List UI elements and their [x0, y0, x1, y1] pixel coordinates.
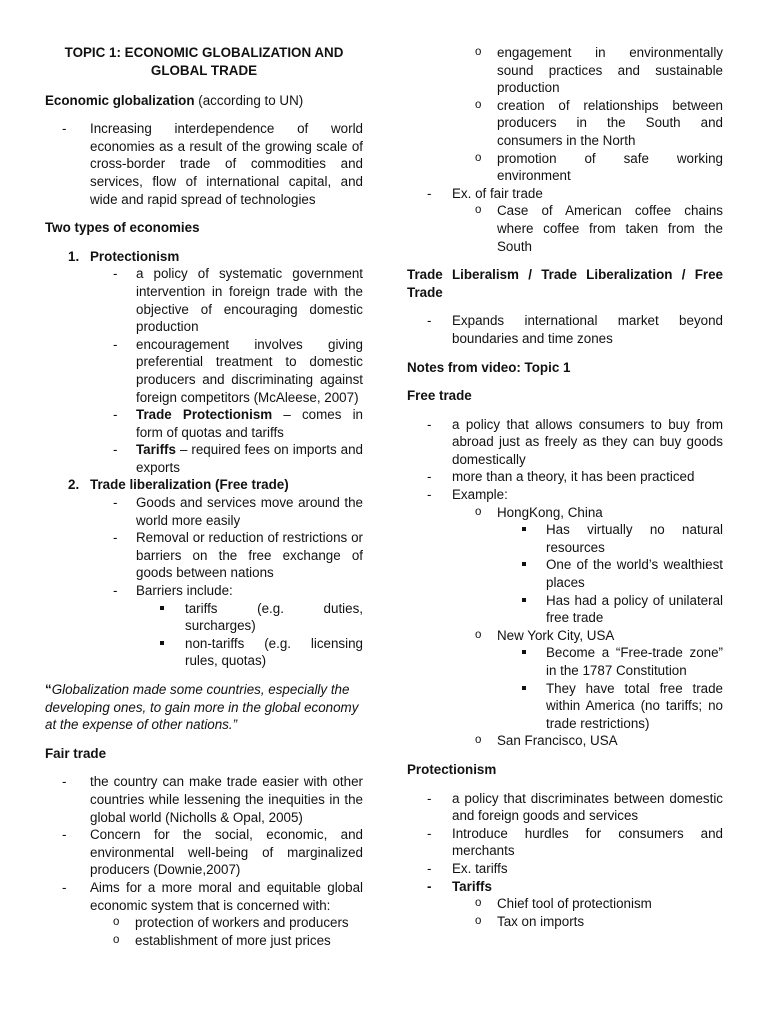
- economy-types-list: [45, 248, 363, 266]
- fair-trade-heading: Fair trade: [45, 745, 107, 761]
- trade-liberalism-heading: Trade Liberalism / Trade Liberalization / Free Trade: [407, 267, 723, 300]
- list-item: o creation of relationships between producers in the South and consumers in the North: [407, 97, 723, 150]
- example-hk: [407, 504, 723, 522]
- list-item: o Chief tool of protectionism: [407, 895, 723, 913]
- econ-glob-list: [45, 120, 363, 208]
- list-item: They have total free trade within America (no tariffs; no trade restrictions): [407, 680, 723, 733]
- list-item: - encouragement involves giving preferential treatment to domestic producers and discriminating against foreign competitors (McAleese, 2007): [45, 336, 363, 406]
- right-column: [407, 44, 723, 930]
- list-item: - Ex. tariffs: [407, 860, 723, 878]
- list-item: - Removal or reduction of restrictions or barriers on the free exchange of goods between nations: [45, 529, 363, 582]
- example-ny: [407, 627, 723, 645]
- list-item: - Aims for a more moral and equitable global economic system that is concerned with:: [45, 879, 363, 914]
- barriers-list: [45, 600, 363, 670]
- list-item: - Goods and services move around the world more easily: [45, 494, 363, 529]
- econ-glob-heading: Economic globalization (according to UN): [45, 92, 304, 108]
- two-types-heading: Two types of economies: [45, 220, 200, 236]
- fair-trade-list: [45, 773, 363, 914]
- list-item: - a policy of systematic government intervention in foreign trade with the objective of encouraging domestic production: [45, 265, 363, 335]
- list-item: - Ex. of fair trade: [407, 185, 723, 203]
- liberalization-item: 2. Trade liberalization (Free trade): [68, 477, 289, 493]
- tariffs-list: [407, 895, 723, 930]
- example-sf: [407, 732, 723, 750]
- page-title: TOPIC 1: ECONOMIC GLOBALIZATION AND GLOBAL TRADE: [64, 45, 344, 78]
- protectionism-list: [407, 790, 723, 896]
- list-item: One of the world’s wealthiest places: [407, 556, 723, 591]
- list-item: - Example:: [407, 486, 723, 504]
- left-column: [45, 44, 363, 949]
- list-item: o engagement in environmentally sound practices and sustainable production: [407, 44, 723, 97]
- list-item: o protection of workers and producers: [45, 914, 363, 932]
- list-item: o New York City, USA: [407, 627, 723, 645]
- economy-types-list-2: [45, 476, 363, 494]
- list-item: - Introduce hurdles for consumers and merchants: [407, 825, 723, 860]
- list-item: - Barriers include:: [45, 582, 363, 600]
- free-trade-list: [407, 416, 723, 504]
- fair-trade-aims-cont: [407, 44, 723, 185]
- list-item: - Concern for the social, economic, and environmental well-being of marginalized producers (Downie,2007): [45, 826, 363, 879]
- fair-trade-example-list: [407, 185, 723, 203]
- list-item: tariffs (e.g. duties, surcharges): [45, 600, 363, 635]
- fair-trade-aims-list: [45, 914, 363, 949]
- protectionism-heading: Protectionism: [407, 761, 497, 777]
- list-item: - Tariffs – required fees on imports and exports: [45, 441, 363, 476]
- list-item: - Trade Protectionism – comes in form of quotas and tariffs: [45, 406, 363, 441]
- list-item: o promotion of safe working environment: [407, 150, 723, 185]
- hk-list: [407, 521, 723, 627]
- notes-heading: Notes from video: Topic 1: [407, 359, 571, 375]
- list-item: - a policy that discriminates between domestic and foreign goods and services: [407, 790, 723, 825]
- protectionism-item: 1. Protectionism: [68, 248, 180, 264]
- free-trade-heading: Free trade: [407, 388, 472, 404]
- list-item: o HongKong, China: [407, 504, 723, 522]
- liberalization-sublist: [45, 494, 363, 600]
- list-item: o San Francisco, USA: [407, 732, 723, 750]
- list-item: - the country can make trade easier with other countries while lessening the inequities in the global world (Nicholls & Opal, 2005): [45, 773, 363, 826]
- econ-glob-source: (according to UN): [194, 92, 304, 108]
- protectionism-sublist: [45, 265, 363, 476]
- list-item: - more than a theory, it has been practiced: [407, 468, 723, 486]
- list-item: Become a “Free-trade zone” in the 1787 Constitution: [407, 644, 723, 679]
- list-item: - a policy that allows consumers to buy from abroad just as freely as they can buy goods domestically: [407, 416, 723, 469]
- list-item: o Case of American coffee chains where coffee from taken from the South: [407, 202, 723, 255]
- fair-trade-example-items: [407, 202, 723, 255]
- list-item: Has virtually no natural resources: [407, 521, 723, 556]
- list-item: - Tariffs: [407, 878, 723, 896]
- list-item: o establishment of more just prices: [45, 932, 363, 950]
- trade-liberalism-list: [407, 312, 723, 347]
- list-item: non-tariffs (e.g. licensing rules, quotas): [45, 635, 363, 670]
- list-item: - Expands international market beyond boundaries and time zones: [407, 312, 723, 347]
- globalization-quote: “Globalization made some countries, especially the developing ones, to gain more in the global economy at the expense of other nations.”: [45, 682, 359, 733]
- ny-list: [407, 644, 723, 732]
- econ-glob-definition: - Increasing interdependence of world economies as a result of the growing scale of cross-border trade of commodities and services, flow of international capital, and wide and rapid spread of technologies: [45, 120, 363, 208]
- list-item: Has had a policy of unilateral free trade: [407, 592, 723, 627]
- list-item: o Tax on imports: [407, 913, 723, 931]
